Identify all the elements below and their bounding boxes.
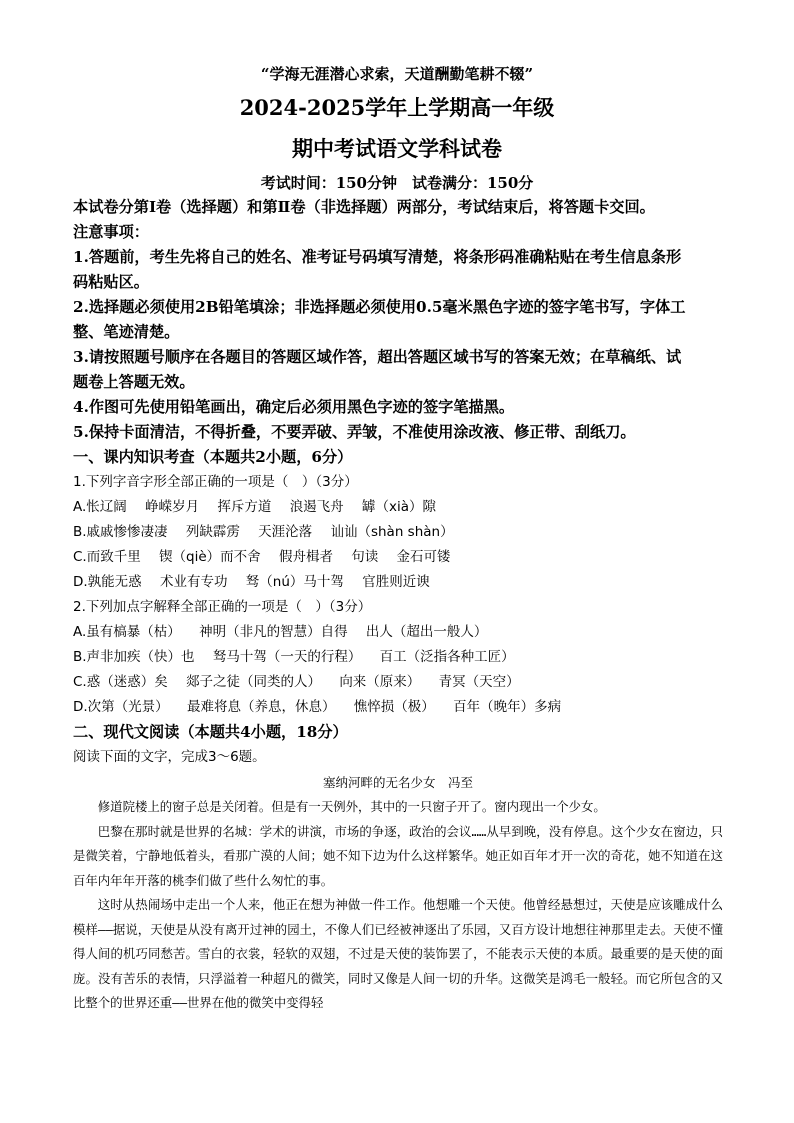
option-part: 讪讪（shàn shàn） [330,524,454,540]
intro-text: 本试卷分第Ⅰ卷（选择题）和第Ⅱ卷（非选择题）两部分，考试结束后，将答题卡交回。 [73,198,655,216]
question-1-option-b [73,520,723,545]
exam-title-subject: 期中考试语文学科试卷 [292,136,502,161]
option-part: 百年（晚年）多病 [453,699,562,715]
option-part: 出人（超出一般人） [365,624,488,640]
option-part: 假舟楫者 [278,549,333,565]
question-1-option-c [73,545,723,570]
option-part: 峥嵘岁月 [145,499,200,515]
question-1-option-d [73,570,723,595]
option-part: 列缺霹雳 [185,524,240,540]
exam-title-year: 2024-2025学年上学期高一年级 [239,95,555,120]
option-part: 郯子之徒（同类的人） [186,674,322,690]
question-2-option-d [73,695,723,720]
option-part: 驽（nú）马十驾 [245,574,344,590]
instructions [73,195,723,1016]
option-part: 青冥（天空） [438,674,520,690]
option-part: 锲（qiè）而不舍 [159,549,261,565]
section-2-heading: 二、现代文阅读（本题共4小题，18分） [73,723,348,741]
option-part: C.惑（迷惑）矣 [73,674,168,690]
option-part: C.而致千里 [73,549,141,565]
question-2-option-b [73,645,723,670]
note-4: 4.作图可先使用铅笔画出，确定后必须用黑色字迹的签字笔描黑。 [73,398,515,416]
option-part: 术业有专功 [159,574,228,590]
question-2-option-c [73,670,723,695]
note-1-line-1: 1.答题前，考生先将自己的姓名、准考证号码填写清楚，将条形码准确粘贴在考生信息条形 [73,248,682,266]
passage-paragraph: 巴黎在那时就是世界的名城：学术的讲演，市场的争逐，政治的会议……从早到晚，没有停息。这个少女在窗边，只是微笑着，宁静地低着头，看那广漠的人间；她不知下边为什么这样繁华。她正如百年才开一次的奇花，她不知道在这百年内年年开落的桃李们做了些什么匆忙的事。 [73,823,723,888]
note-2-line-2: 整、笔迹清楚。 [73,323,180,341]
option-part: 驽马十驾（一天的行程） [212,649,362,665]
option-part: 向来（原来） [339,674,421,690]
question-1-option-a [73,495,723,520]
note-5: 5.保持卡面清洁，不得折叠，不要弄破、弄皱，不准使用涂改液、修正带、刮纸刀。 [73,423,636,441]
note-3-line-2: 题卷上答题无效。 [73,373,195,391]
question-2-stem: 2.下列加点字解释全部正确的一项是（ ）（3分） [73,599,372,615]
option-part: 句读 [351,549,379,565]
option-part: 挥斥方道 [217,499,272,515]
option-part: 神明（非凡的智慧）自得 [199,624,348,640]
passage-paragraph: 这时从热闹场中走出一个人来，他正在想为神做一件工作。他想雕一个天使。他曾经悬想过，天使是应该雕成什么模样——据说，天使是从没有离开过神的园土，不像人们已经被神逐出了乐园，又百方设计地想往神那里走去。天使不懂得人间的机巧同愁苦。雪白的衣裳，轻软的双翅，不过是天使的装饰罢了，不能表示天使的本质。最重要的是天使的面庞。没有苦乐的表情，只浮溢着一种超凡的微笑，同时又像是人间一切的升华。这微笑是鸿毛一般轻。而它所包含的又比整个的世界还重——世界在他的微笑中变得轻 [73,897,723,1010]
reading-instruction: 阅读下面的文字，完成3～6题。 [73,749,266,765]
option-part: B.声非加疾（快）也 [73,649,195,665]
option-part: A.怅辽阔 [73,499,127,515]
option-part: B.戚戚惨惨凄凄 [73,524,168,540]
option-part: D.次第（光景） [73,699,169,715]
passage-paragraph: 修道院楼上的窗子总是关闭着。但是有一天例外，其中的一只窗子开了。窗内现出一个少女。 [97,799,606,814]
option-part: 罅（xià）隙 [361,499,436,515]
option-part: D.孰能无惑 [73,574,142,590]
option-part: 浪遏飞舟 [289,499,344,515]
option-part: 金石可镂 [396,549,451,565]
note-3-line-1: 3.请按照题号顺序在各题目的答题区域作答，超出答题区域书写的答案无效；在草稿纸、试 [73,348,682,366]
option-part: 百工（泛指各种工匠） [379,649,515,665]
option-part: 天涯沦落 [258,524,313,540]
option-part: 憔悴损（极） [353,699,435,715]
option-part: 官胜则近谀 [362,574,430,590]
option-part: A.虽有槁暴（枯） [73,624,181,640]
question-2-option-a [73,620,723,645]
passage-title: 塞纳河畔的无名少女 冯至 [322,775,473,790]
note-1-line-2: 码粘贴区。 [73,273,149,291]
option-part: 最难将息（养息，休息） [186,699,336,715]
exam-info: 考试时间：150分钟 试卷满分：150分 [260,174,534,192]
section-1-heading: 一、课内知识考查（本题共2小题，6分） [73,448,353,466]
note-2-line-1: 2.选择题必须使用2B铅笔填涂；非选择题必须使用0.5毫米黑色字迹的签字笔书写，字体工 [73,298,686,316]
notes-heading: 注意事项： [73,223,149,241]
motto: “学海无涯潜心求索，天道酬勤笔耕不辍” [260,65,534,83]
question-1-stem: 1.下列字音字形全部正确的一项是（ ）（3分） [73,474,358,490]
